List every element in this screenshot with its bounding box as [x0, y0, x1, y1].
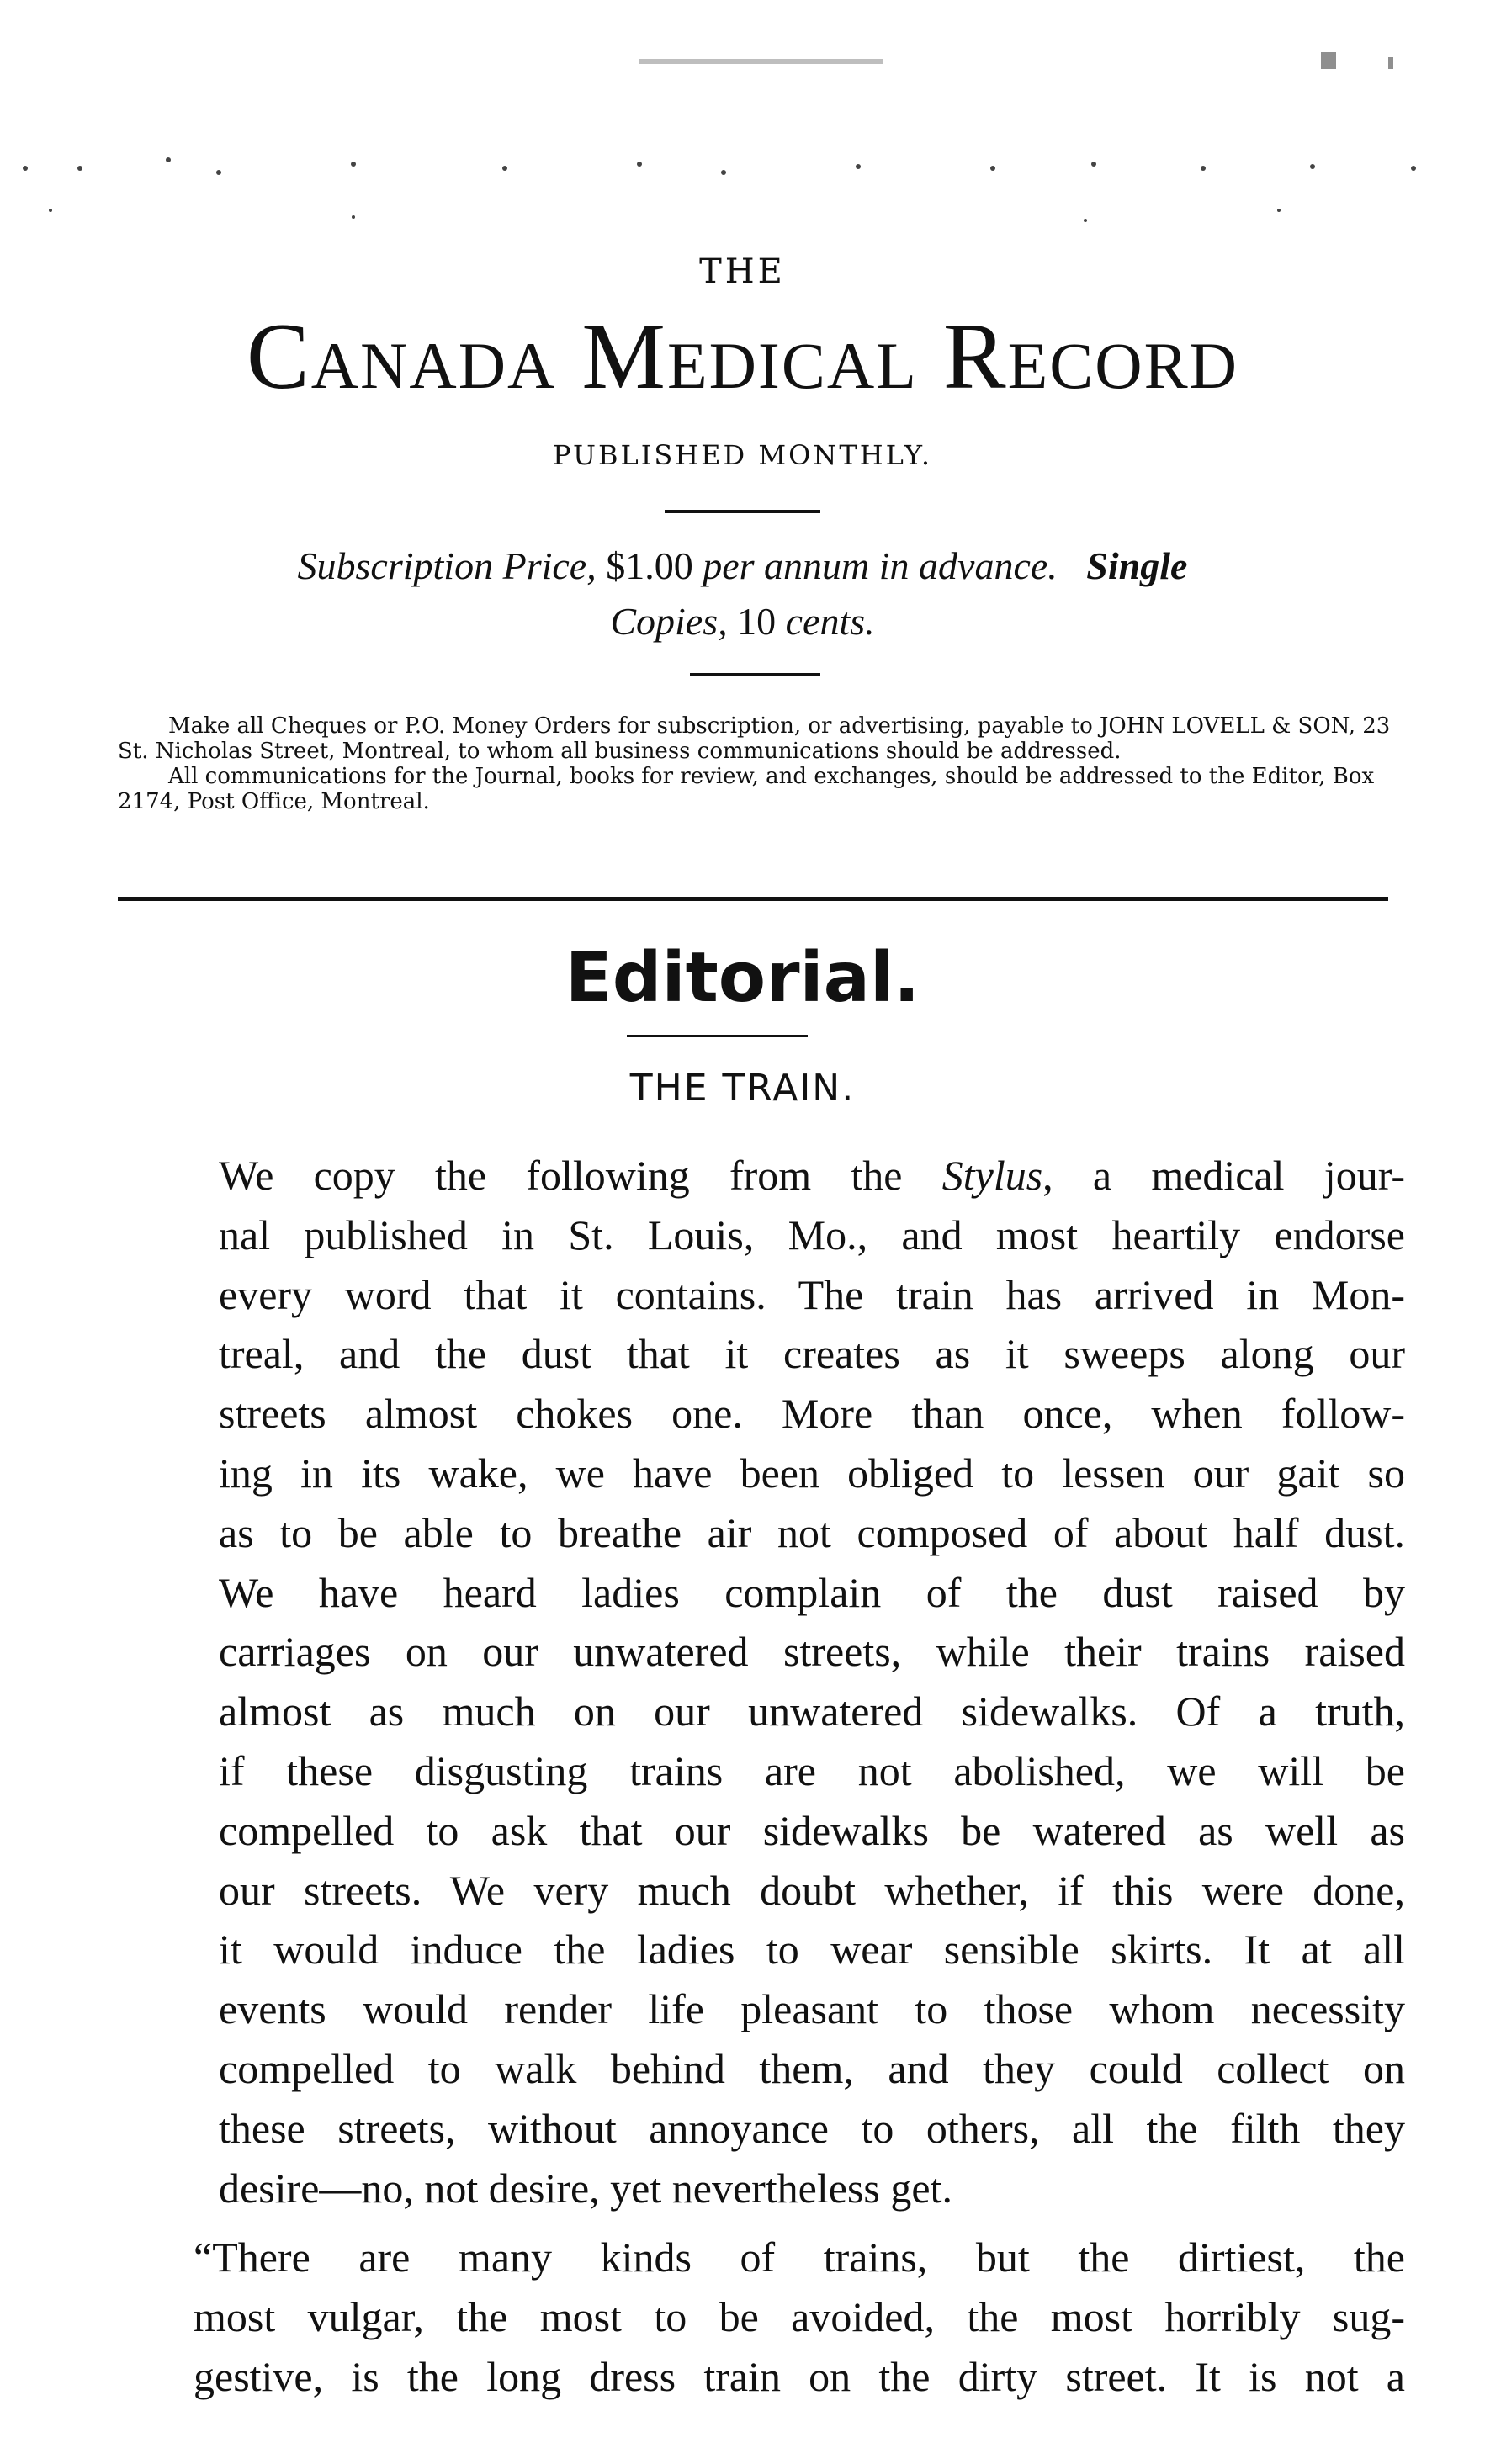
text-line: nal published in St. Louis, Mo., and most heartily endorse [219, 1211, 1405, 1258]
copies-price: 10 [727, 600, 786, 643]
section-rule [118, 897, 1388, 901]
scan-speckle-header [0, 0, 1485, 286]
text-line: almost as much on our unwatered sidewalks. Of a truth, [219, 1688, 1405, 1735]
article-body [109, 1146, 1405, 2407]
text-line: ing in its wake, we have been obliged to lessen our gait so [219, 1449, 1405, 1497]
text-line: “There are many kinds of trains, but the dirtiest, the [194, 2233, 1405, 2281]
article-paragraph [109, 2228, 1405, 2406]
publication-frequency: PUBLISHED MONTHLY. [553, 439, 932, 471]
publisher-notice [118, 713, 1397, 814]
journal-name: Stylus [941, 1152, 1043, 1199]
subscription-amount: $1.00 [596, 544, 703, 587]
subscription-terms: per annum in advance. [703, 544, 1058, 587]
article-title: THE TRAIN. [629, 1067, 856, 1110]
copies-unit: cents. [785, 600, 875, 643]
text-line: it would induce the ladies to wear sensible skirts. It at all [219, 1926, 1405, 1974]
text-line: our streets. We very much doubt whether, if this were done, [219, 1866, 1405, 1914]
notice-payment: Make all Cheques or P.O. Money Orders for subscription, or advertising, payable to JOHN LOVELL & SON, 23 St. Nicholas Street, Montreal, to whom all business communications should be addressed. [118, 713, 1391, 764]
divider-rule [665, 510, 820, 513]
subscription-price [0, 538, 1485, 649]
single-label: Single [1086, 544, 1188, 587]
text-line: compelled to walk behind them, and they could collect on [219, 2044, 1405, 2092]
text-line: as to be able to breathe air not composed of about half dust. [219, 1508, 1405, 1556]
notice-communications: All communications for the Journal, books for review, and exchanges, should be addressed to the Editor, Box 2174, Post Office, Montreal. [118, 764, 1375, 814]
text-line: desire—no, not desire, yet nevertheless get. [219, 2164, 952, 2212]
text-line: carriages on our unwatered streets, while their trains raised [219, 1628, 1405, 1676]
journal-title: Canada Medical Record [247, 305, 1238, 409]
divider-rule [690, 673, 820, 676]
text-line: compelled to ask that our sidewalks be watered as well as [219, 1806, 1405, 1854]
text-line: gestive, is the long dress train on the dirty street. It is not a [194, 2352, 1405, 2400]
text-line: every word that it contains. The train has arrived in Mon- [219, 1270, 1405, 1318]
copies-label: Copies, [610, 600, 728, 643]
subscription-line-1 [0, 538, 1485, 594]
text-line: streets almost chokes one. More than once, when follow- [219, 1390, 1405, 1438]
text-line: most vulgar, the most to be avoided, the most horribly sug- [194, 2293, 1405, 2341]
article-paragraph [109, 1146, 1405, 2218]
text-line: if these disgusting trains are not abolished, we will be [219, 1746, 1405, 1794]
text-line: these streets, without annoyance to others, all the filth they [219, 2104, 1405, 2152]
subscription-label: Subscription Price, [297, 544, 597, 587]
text-line: We copy the following from the Stylus, a medical jour- [219, 1152, 1405, 1199]
divider-rule [627, 1035, 808, 1037]
text-line: treal, and the dust that it creates as it sweeps along our [219, 1330, 1405, 1378]
masthead-pretitle: THE [699, 252, 786, 291]
subscription-line-2 [0, 594, 1485, 649]
text-line: We have heard ladies complain of the dust raised by [219, 1568, 1405, 1616]
text-line: events would render life pleasant to those whom necessity [219, 1985, 1405, 2033]
section-heading: Editorial. [565, 938, 920, 1018]
